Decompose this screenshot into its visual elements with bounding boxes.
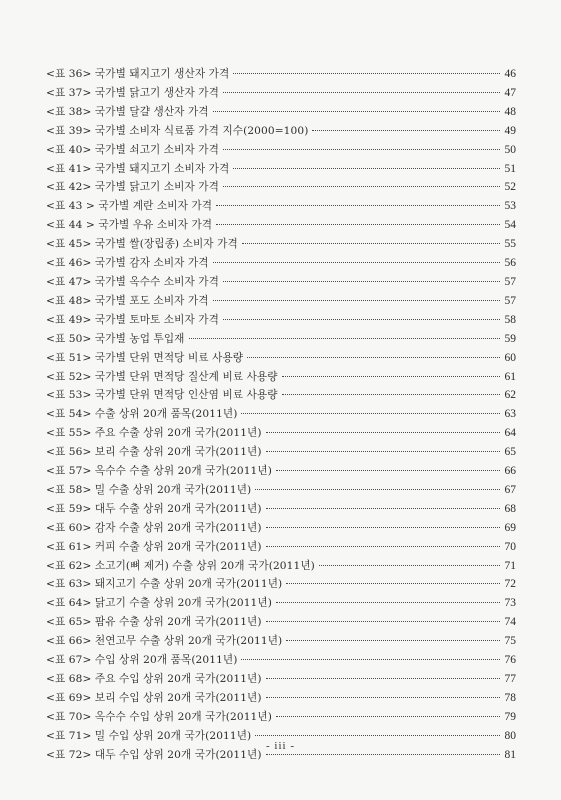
toc-dot-leader bbox=[223, 281, 500, 282]
toc-dot-leader bbox=[241, 659, 500, 660]
toc-entry-page: 81 bbox=[504, 748, 516, 761]
toc-entry-title: <표 41> 국가별 돼지고기 소비자 가격 bbox=[46, 162, 230, 175]
toc-entry-page: 66 bbox=[504, 465, 516, 478]
toc-dot-leader bbox=[233, 168, 500, 169]
toc-entry bbox=[46, 273, 516, 292]
toc-entry-title: <표 66> 천연고무 수출 상위 20개 국가(2011년) bbox=[46, 635, 283, 648]
toc-entry-title: <표 67> 수입 상위 20개 품목(2011년) bbox=[46, 654, 238, 667]
toc-entry-title: <표 72> 대두 수입 상위 20개 국가(2011년) bbox=[46, 748, 262, 761]
toc-entry bbox=[46, 443, 516, 462]
toc-entry bbox=[46, 557, 516, 576]
toc-entry-page: 52 bbox=[504, 181, 516, 194]
toc-entry-title: <표 61> 커피 수출 상위 20개 국가(2011년) bbox=[46, 540, 262, 553]
toc-entry-page: 62 bbox=[504, 389, 516, 402]
toc-entry bbox=[46, 197, 516, 216]
toc-dot-leader bbox=[276, 716, 500, 717]
toc-entry-title: <표 62> 소고기(뼈 제거) 수출 상위 20개 국가(2011년) bbox=[46, 559, 315, 572]
toc-entry-page: 57 bbox=[504, 294, 516, 307]
toc-dot-leader bbox=[255, 735, 500, 736]
toc-dot-leader bbox=[312, 130, 500, 131]
toc-entry bbox=[46, 708, 516, 727]
toc-dot-leader bbox=[266, 678, 500, 679]
toc-entry-title: <표 46> 국가별 감자 소비자 가격 bbox=[46, 257, 209, 270]
toc-dot-leader bbox=[266, 451, 500, 452]
toc-entry-title: <표 54> 수출 상위 20개 품목(2011년) bbox=[46, 408, 238, 421]
toc-dot-leader bbox=[255, 489, 500, 490]
toc-dot-leader bbox=[266, 508, 500, 509]
toc-entry-page: 72 bbox=[504, 578, 516, 591]
toc-entry bbox=[46, 160, 516, 179]
toc-entry bbox=[46, 311, 516, 330]
toc-entry-page: 59 bbox=[504, 332, 516, 345]
toc-entry-page: 70 bbox=[504, 540, 516, 553]
toc-dot-leader bbox=[213, 300, 500, 301]
toc-entry-page: 61 bbox=[504, 370, 516, 383]
toc-entry-page: 65 bbox=[504, 446, 516, 459]
toc-entry-page: 60 bbox=[504, 351, 516, 364]
toc-entry bbox=[46, 216, 516, 235]
toc-entry-title: <표 47> 국가별 옥수수 소비자 가격 bbox=[46, 275, 219, 288]
toc-entry-title: <표 60> 감자 수출 상위 20개 국가(2011년) bbox=[46, 521, 262, 534]
toc-entry-page: 76 bbox=[504, 654, 516, 667]
toc-entry bbox=[46, 594, 516, 613]
toc-entry bbox=[46, 178, 516, 197]
toc-entry-page: 75 bbox=[504, 635, 516, 648]
toc-dot-leader bbox=[266, 621, 500, 622]
toc-entry-page: 71 bbox=[504, 559, 516, 572]
toc-entry-title: <표 57> 옥수수 수출 상위 20개 국가(2011년) bbox=[46, 465, 272, 478]
toc-entry bbox=[46, 462, 516, 481]
toc-entry bbox=[46, 575, 516, 594]
toc-entry-title: <표 48> 국가별 포도 소비자 가격 bbox=[46, 294, 209, 307]
toc-entry-page: 56 bbox=[504, 257, 516, 270]
toc-entry-title: <표 69> 보리 수입 상위 20개 국가(2011년) bbox=[46, 691, 262, 704]
toc-entry-page: 69 bbox=[504, 521, 516, 534]
toc-entry-page: 48 bbox=[504, 105, 516, 118]
page-number: - iii - bbox=[266, 740, 295, 752]
toc-dot-leader bbox=[266, 697, 500, 698]
toc-entry-title: <표 52> 국가별 단위 면적당 질산계 비료 사용량 bbox=[46, 370, 278, 383]
toc-entry-title: <표 55> 주요 수출 상위 20개 국가(2011년) bbox=[46, 427, 262, 440]
toc-dot-leader bbox=[223, 92, 500, 93]
toc-dot-leader bbox=[223, 319, 500, 320]
toc-entry bbox=[46, 424, 516, 443]
toc-entry bbox=[46, 670, 516, 689]
toc-entry bbox=[46, 481, 516, 500]
toc-entry-title: <표 44 > 국가별 우유 소비자 가격 bbox=[46, 219, 213, 232]
toc-dot-leader bbox=[216, 224, 500, 225]
toc-entry-title: <표 56> 보리 수출 상위 20개 국가(2011년) bbox=[46, 446, 262, 459]
toc-dot-leader bbox=[286, 640, 500, 641]
toc-entry-title: <표 49> 국가별 토마토 소비자 가격 bbox=[46, 313, 219, 326]
toc-entry bbox=[46, 405, 516, 424]
toc-entry bbox=[46, 349, 516, 368]
toc-entry-page: 77 bbox=[504, 673, 516, 685]
toc-dot-leader bbox=[266, 432, 500, 433]
toc-entry-page: 80 bbox=[504, 729, 516, 742]
toc-dot-leader bbox=[276, 470, 500, 471]
toc-entry-title: <표 53> 국가별 단위 면적당 인산염 비료 사용량 bbox=[46, 389, 278, 402]
toc-entry bbox=[46, 651, 516, 670]
toc-dot-leader bbox=[241, 413, 500, 414]
toc-entry-page: 58 bbox=[504, 313, 516, 326]
toc-entry-page: 51 bbox=[504, 162, 516, 175]
toc-entry bbox=[46, 632, 516, 651]
toc-dot-leader bbox=[282, 376, 500, 377]
toc-entry-title: <표 50> 국가별 농업 투입재 bbox=[46, 332, 185, 345]
toc-entry bbox=[46, 330, 516, 349]
toc-entry bbox=[46, 538, 516, 557]
toc-entry-page: 53 bbox=[504, 200, 516, 213]
toc-dot-leader bbox=[266, 754, 500, 755]
toc-entry-title: <표 71> 밀 수입 상위 20개 국가(2011년) bbox=[46, 729, 252, 742]
toc-entry bbox=[46, 254, 516, 273]
toc-entry-title: <표 64> 닭고기 수출 상위 20개 국가(2011년) bbox=[46, 597, 272, 610]
toc-entry bbox=[46, 122, 516, 141]
toc-entry-title: <표 51> 국가별 단위 면적당 비료 사용량 bbox=[46, 351, 244, 364]
toc-entry-page: 54 bbox=[504, 219, 516, 232]
toc-entry-page: 64 bbox=[504, 427, 516, 440]
toc-dot-leader bbox=[242, 243, 500, 244]
toc-dot-leader bbox=[319, 565, 500, 566]
toc-entry-page: 79 bbox=[504, 710, 516, 723]
toc-entry bbox=[46, 65, 516, 84]
toc-entry bbox=[46, 292, 516, 311]
toc-entry bbox=[46, 235, 516, 254]
toc-entry-title: <표 37> 국가별 닭고기 생산자 가격 bbox=[46, 86, 219, 99]
toc-entry-page: 74 bbox=[504, 616, 516, 629]
toc-entry-title: <표 42> 국가별 닭고기 소비자 가격 bbox=[46, 181, 219, 194]
toc-entry bbox=[46, 141, 516, 160]
toc-entry-page: 68 bbox=[504, 502, 516, 515]
toc-dot-leader bbox=[286, 583, 500, 584]
toc-entry-title: <표 63> 돼지고기 수출 상위 20개 국가(2011년) bbox=[46, 578, 283, 591]
toc-dot-leader bbox=[213, 111, 500, 112]
table-of-contents bbox=[46, 65, 516, 765]
toc-entry-title: <표 58> 밀 수출 상위 20개 국가(2011년) bbox=[46, 483, 252, 496]
toc-dot-leader bbox=[223, 186, 500, 187]
toc-entry-page: 63 bbox=[504, 408, 516, 421]
toc-entry-page: 46 bbox=[504, 68, 516, 80]
toc-dot-leader bbox=[266, 546, 500, 547]
toc-entry-title: <표 36> 국가별 돼지고기 생산자 가격 bbox=[46, 68, 230, 80]
toc-entry-title: <표 43 > 국가별 계란 소비자 가격 bbox=[46, 200, 213, 213]
toc-entry-page: 73 bbox=[504, 597, 516, 610]
toc-entry bbox=[46, 519, 516, 538]
toc-entry-page: 67 bbox=[504, 483, 516, 496]
toc-entry-page: 49 bbox=[504, 124, 516, 137]
toc-entry bbox=[46, 689, 516, 708]
toc-entry-title: <표 39> 국가별 소비자 식료품 가격 지수(2000=100) bbox=[46, 124, 309, 137]
toc-dot-leader bbox=[247, 357, 500, 358]
toc-dot-leader bbox=[189, 338, 500, 339]
toc-entry-page: 47 bbox=[504, 86, 516, 99]
toc-dot-leader bbox=[233, 73, 500, 74]
toc-entry bbox=[46, 500, 516, 519]
toc-entry bbox=[46, 84, 516, 103]
toc-entry bbox=[46, 613, 516, 632]
toc-entry-title: <표 45> 국가별 쌀(장립종) 소비자 가격 bbox=[46, 238, 238, 251]
toc-dot-leader bbox=[216, 205, 500, 206]
toc-entry-title: <표 40> 국가별 쇠고기 소비자 가격 bbox=[46, 143, 219, 156]
toc-entry-title: <표 68> 주요 수입 상위 20개 국가(2011년) bbox=[46, 673, 262, 685]
toc-entry-title: <표 65> 팜유 수출 상위 20개 국가(2011년) bbox=[46, 616, 262, 629]
toc-dot-leader bbox=[266, 527, 500, 528]
toc-entry bbox=[46, 368, 516, 387]
toc-entry-title: <표 59> 대두 수출 상위 20개 국가(2011년) bbox=[46, 502, 262, 515]
toc-entry bbox=[46, 386, 516, 405]
toc-dot-leader bbox=[276, 602, 500, 603]
toc-dot-leader bbox=[282, 394, 500, 395]
toc-entry bbox=[46, 103, 516, 122]
toc-entry-page: 55 bbox=[504, 238, 516, 251]
toc-dot-leader bbox=[213, 262, 500, 263]
toc-entry-title: <표 38> 국가별 달걀 생산자 가격 bbox=[46, 105, 209, 118]
toc-entry-title: <표 70> 옥수수 수입 상위 20개 국가(2011년) bbox=[46, 710, 272, 723]
toc-dot-leader bbox=[223, 149, 500, 150]
toc-entry-page: 50 bbox=[504, 143, 516, 156]
toc-entry-page: 57 bbox=[504, 275, 516, 288]
toc-entry-page: 78 bbox=[504, 691, 516, 704]
